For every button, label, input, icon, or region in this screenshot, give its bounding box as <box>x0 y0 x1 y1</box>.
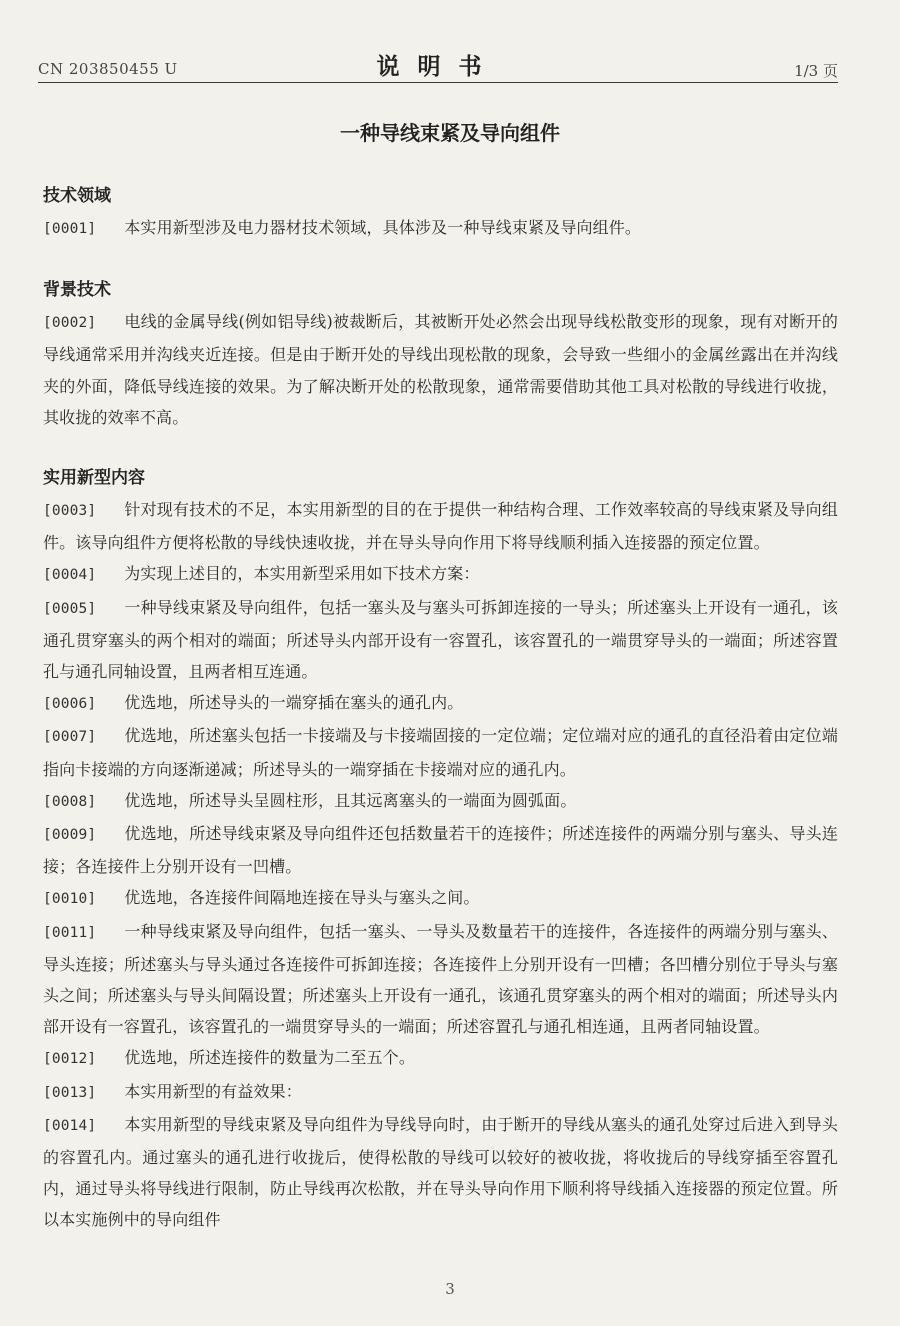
paragraph <box>43 212 838 245</box>
paragraph-number: [0007] <box>43 729 97 746</box>
paragraph <box>43 818 838 882</box>
paragraph-text: 优选地，所述导头呈圆柱形，且其远离塞头的一端面为圆弧面。 <box>124 790 577 810</box>
paragraph-text: 优选地，所述导线束紧及导向组件还包括数量若干的连接件；所述连接件的两端分别与塞头、导头连接；各连接件上分别开设有一凹槽。 <box>43 824 838 877</box>
paragraph-text: 一种导线束紧及导向组件，包括一塞头、一导头及数量若干的连接件，各连接件的两端分别与塞头、导头连接；所述塞头与导头通过各连接件可拆卸连接；各连接件上分别开设有一凹槽；各凹槽分别位于导头与塞头之间；所述塞头与导头间隔设置；所述塞头上开设有一通孔，该通孔贯穿塞头的两个相对的端面；所述导头内部开设有一容置孔，该容置孔的一端贯穿导头的一端面；所述容置孔与通孔相连通，且两者同轴设置。 <box>43 921 838 1037</box>
paragraph <box>43 785 838 818</box>
page-number: 3 <box>445 1280 455 1298</box>
paragraph <box>43 494 838 558</box>
paragraph-text: 优选地，所述塞头包括一卡接端及与卡接端固接的一定位端；定位端对应的通孔的直径沿着由定位端指向卡接端的方向逐渐递减；所述导头的一端穿插在卡接端对应的通孔内。 <box>43 726 838 779</box>
paragraph-text: 本实用新型的导线束紧及导向组件为导线导向时，由于断开的导线从塞头的通孔处穿过后进入到导头的容置孔内。通过塞头的通孔进行收拢后，使得松散的导线可以较好的被收拢，将收拢后的导线穿插至容置孔内，通过导头将导线进行限制，防止导线再次松散，并在导头导向作用下顺利将导线插入连接器的预定位置。所以本实施例中的导向组件 <box>43 1114 838 1230</box>
paragraph-number: [0010] <box>43 891 97 908</box>
paragraph-text: 一种导线束紧及导向组件，包括一塞头及与塞头可拆卸连接的一导头；所述塞头上开设有一通孔，该通孔贯穿塞头的两个相对的端面；所述导头内部开设有一容置孔，该容置孔的一端贯穿导头的一端面；所述容置孔与通孔同轴设置，且两者相互连通。 <box>43 597 838 682</box>
paragraph-text: 为实现上述目的，本实用新型采用如下技术方案： <box>124 564 480 584</box>
paragraph-text: 优选地，所述连接件的数量为二至五个。 <box>124 1048 415 1068</box>
paragraph-number: [0003] <box>43 503 97 520</box>
paragraph-number: [0002] <box>43 315 97 332</box>
paragraph <box>43 882 838 915</box>
document-body <box>43 180 838 1236</box>
page-info: 1/3 页 <box>794 62 838 80</box>
paragraph-text: 本实用新型涉及电力器材技术领域，具体涉及一种导线束紧及导向组件。 <box>124 218 642 237</box>
paragraph-text: 优选地，所述导头的一端穿插在塞头的通孔内。 <box>124 693 464 713</box>
paragraph-text: 电线的金属导线(例如铝导线)被裁断后，其被断开处必然会出现导线松散变形的现象，现有对断开的导线通常采用并沟线夹近连接。但是由于断开处的导线出现松散的现象，会导致一些细小的金属丝露出在并沟线夹的外面，降低导线连接的效果。为了解决断开处的松散现象，通常需要借助其他工具对松散的导线进行收拢，其收拢的效率不高。 <box>43 312 838 427</box>
paragraph-number: [0011] <box>43 924 97 941</box>
document-title: 一种导线束紧及导向组件 <box>340 121 560 145</box>
paragraph-number: [0006] <box>43 696 97 713</box>
paragraph-number: [0001] <box>43 221 97 237</box>
paragraph-number: [0005] <box>43 600 97 617</box>
paragraph <box>43 687 838 720</box>
paragraph <box>43 1076 838 1109</box>
section-heading-background: 背景技术 <box>43 280 111 301</box>
paragraph <box>43 720 838 784</box>
section-heading-technical-field: 技术领域 <box>43 186 111 206</box>
paragraph-number: [0004] <box>43 567 97 584</box>
paragraph <box>43 1042 838 1075</box>
paragraph <box>43 306 838 433</box>
paragraph <box>43 558 838 591</box>
paragraph-number: [0012] <box>43 1051 97 1068</box>
page-header <box>38 48 838 83</box>
paragraph <box>43 916 838 1043</box>
paragraph-number: [0014] <box>43 1117 97 1134</box>
paragraph-text: 本实用新型的有益效果： <box>124 1081 302 1101</box>
paragraph <box>43 1109 838 1236</box>
paragraph-number: [0009] <box>43 827 97 844</box>
paragraph-number: [0013] <box>43 1084 97 1101</box>
paragraph <box>43 592 838 688</box>
section-heading-utility-content: 实用新型内容 <box>43 468 145 489</box>
doc-type-title: 说明书 <box>376 53 500 80</box>
paragraph-text: 优选地，各连接件间隔地连接在导头与塞头之间。 <box>124 888 480 908</box>
patent-number: CN 203850455 U <box>38 60 178 78</box>
paragraph-text: 针对现有技术的不足，本实用新型的目的在于提供一种结构合理、工作效率较高的导线束紧及导向组件。该导向组件方便将松散的导线快速收拢，并在导头导向作用下将导线顺利插入连接器的预定位置。 <box>43 500 838 553</box>
paragraph-number: [0008] <box>43 793 97 810</box>
